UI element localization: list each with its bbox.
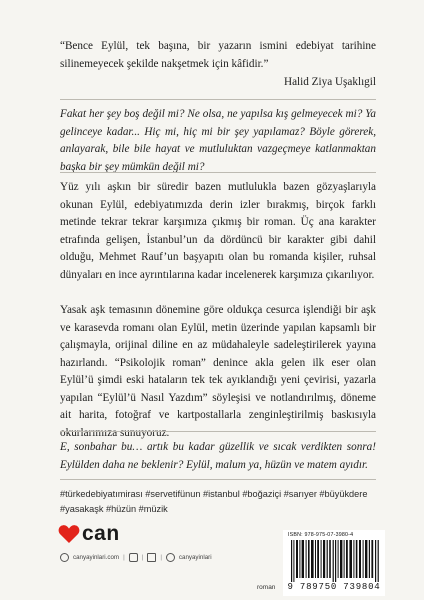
- barcode-digits: 9 789750 739804: [287, 582, 381, 592]
- publisher-name: can: [82, 522, 120, 545]
- facebook-icon[interactable]: [129, 553, 138, 562]
- isbn-label: ISBN: 978-975-07-3980-4: [288, 532, 354, 538]
- isbn-barcode: [283, 530, 385, 596]
- divider: [60, 431, 376, 432]
- publisher-footer: [60, 553, 280, 562]
- quote-author: Halid Ziya Uşaklıgil: [284, 76, 376, 88]
- description-paragraph: Yasak aşk temasının dönemine göre oldukça cesurca işlendiği bir aşk ve karasevda romanı olan Eylül, metin üzerinde yapılan kapsamlı bir çalışmayla, orijinal diline en az müdahaleyle sadeleştirilerek yayına hazırlandı. “Psikolojik roman” denince akla gelen ilk eser olan Eylül’ü şimdi eski hataların tek tek ayıklandığı yeni çevirisi, yazarla yapılan “Eylül’ü Nasıl Yazdım” söyleşisi ve notlandırılmış, döneme ait harita, fotoğraf ve kartpostallarla zenginleştirilmiş baskısıyla okurlarımıza sunuyoruz.: [60, 304, 376, 439]
- instagram-icon[interactable]: [166, 553, 175, 562]
- separator: |: [123, 554, 125, 561]
- divider: [60, 99, 376, 100]
- twitter-icon[interactable]: [147, 553, 156, 562]
- quote-text: “Bence Eylül, tek başına, bir yazarın ismini edebiyat tarihine silinemeyecek şekilde nakşetmek için kâfidir.”: [60, 40, 376, 70]
- divider: [60, 172, 376, 173]
- publisher-website[interactable]: canyayinlari.com: [73, 554, 120, 561]
- divider: [60, 479, 376, 480]
- social-handle[interactable]: canyayinlari: [178, 554, 212, 561]
- barcode-bars: [291, 540, 379, 582]
- hashtags: #türkedebiyatımirası #servetifünun #istanbul #boğaziçi #sarıyer #büyükdere #yasakaşk #hüzün #müzik: [60, 489, 368, 514]
- closing-excerpt: E, sonbahar bu… artık bu kadar güzellik ve sıcak verdikten sonra! Eylülden daha ne beklenir? Eylül, malum ya, hüzün ve matem ayıdır.: [60, 441, 376, 471]
- description-paragraph: Yüz yılı aşkın bir süredir bazen mutlulukla bazen gözyaşlarıyla okunan Eylül, edebiyatımızda derin izler bırakmış, birçok farklı metinde tekrar tekrar karşımıza çıkmış bir roman. Üç ana karakter etrafında gelişen, İstanbul’un da dördüncü bir karakter gibi dahil olduğu, Mehmet Rauf’un başyapıtı olan bu romanda kişiler, ruhsal dünyaları en ince ayrıntılarına kadar incelenerek karşımıza çıkarılıyor.: [60, 181, 376, 281]
- genre-label: roman: [257, 584, 276, 591]
- separator: |: [160, 554, 162, 561]
- heart-icon: [58, 524, 80, 544]
- novel-excerpt: Fakat her şey boş değil mi? Ne olsa, ne yapılsa kış gelmeyecek mi? Ya gelinceye kadar... Hiç mi, hiç mi bir şey yapılamaz? Böyle görerek, anlayarak, bile bile hayat ve mutluluktan vazgeçmeye katlanmaktan başka bir şey mümkün değil mi?: [60, 108, 376, 173]
- separator: |: [141, 554, 144, 561]
- globe-icon: [60, 553, 69, 562]
- publisher-logo: [58, 522, 120, 546]
- author-quote: [60, 38, 376, 92]
